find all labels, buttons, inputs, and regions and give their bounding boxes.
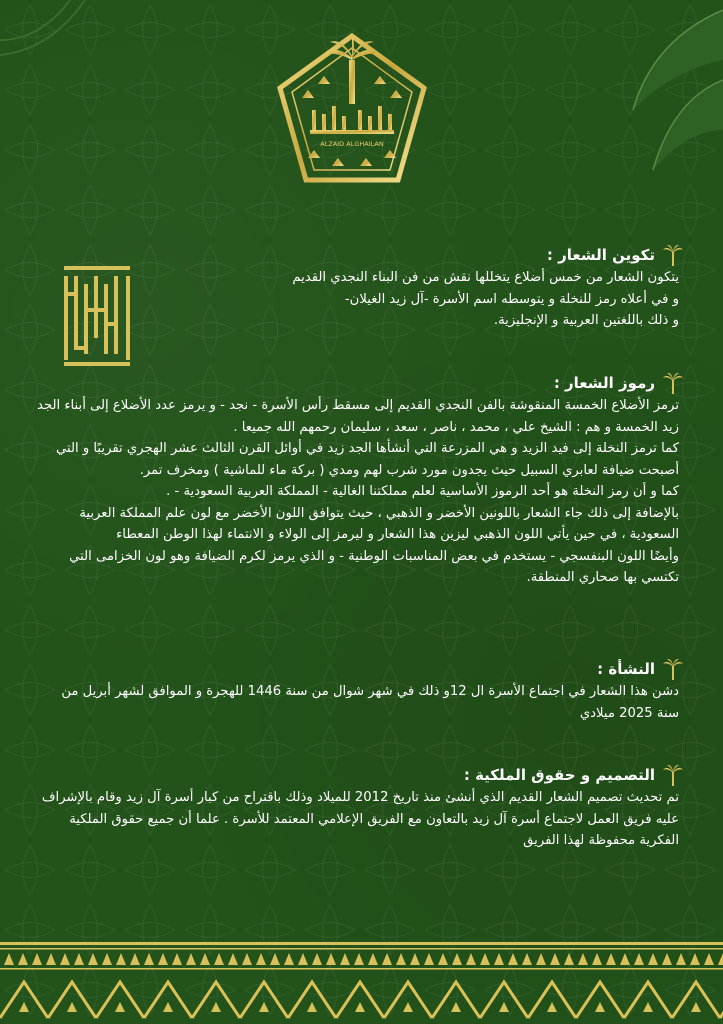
footer-small-triangle [67, 1002, 77, 1012]
footer-triangle [662, 953, 672, 965]
footer-small-triangle [451, 1002, 461, 1012]
footer-chevron [528, 982, 576, 1018]
footer-chevron [96, 982, 144, 1018]
family-logo [272, 30, 432, 190]
footer-small-triangle [211, 1002, 221, 1012]
footer-chevron [288, 982, 336, 1018]
footer-triangle [144, 953, 154, 965]
footer-triangle [158, 953, 168, 965]
footer-chevron [192, 982, 240, 1018]
footer-triangle [4, 953, 14, 965]
footer-triangle [46, 953, 56, 965]
footer-triangle [676, 953, 686, 965]
section-origin [37, 658, 683, 724]
footer-triangle [592, 953, 602, 965]
paragraph: بالإضافة إلى ذلك جاء الشعار باللونين الأخضر و الذهبي ، حيث يتوافق اللون الأخضر مع لون علم المملكة العربية السعودية ، في حين يأتي اللون الذهبي ليزين هذا الشعار و ليرمز إلى الولاء و الانتماء لهذا الوطن المعطاء [79, 505, 679, 542]
paragraph: ترمز الأضلاع الخمسة المنقوشة بالفن النجدي القديم إلى مسقط رأس الأسرة - نجد - و يرمز عدد الأضلاع إلى أبناء الجد زيد الخمسة و هم : الشيخ علي ، محمد ، ناصر ، سعد ، سليمان رحمهم الله جميعا . [37, 398, 679, 435]
footer-triangle [564, 953, 574, 965]
footer-triangle [88, 953, 98, 965]
section-heading: التصميم و حقوق الملكية : [463, 766, 655, 784]
footer-triangle [200, 953, 210, 965]
footer-triangle [312, 953, 322, 965]
footer-chevron [336, 982, 384, 1018]
footer-triangle [438, 953, 448, 965]
paragraph: و في أعلاه رمز للنخلة و يتوسطه اسم الأسرة -آل زيد الغيلان- [344, 291, 679, 307]
paragraph: دشن هذا الشعار في اجتماع الأسرة ال 12و ذلك في شهر شوال من سنة 1446 للهجرة و الموافق لشهر أبريل من سنة 2025 ميلادي [61, 684, 679, 721]
footer-triangle [536, 953, 546, 965]
footer-triangle [368, 953, 378, 965]
footer-triangle [480, 953, 490, 965]
footer-triangle [508, 953, 518, 965]
palm-icon [663, 764, 683, 786]
footer-small-triangle [403, 1002, 413, 1012]
footer-triangle [704, 953, 714, 965]
footer-small-triangle [163, 1002, 173, 1012]
footer-triangle [382, 953, 392, 965]
footer-triangle [102, 953, 112, 965]
footer-najdi-pattern [0, 942, 723, 1024]
footer-chevron [624, 982, 672, 1018]
paragraph: يتكون الشعار من خمس أضلاع يتخللها نقش من فن البناء النجدي القديم [292, 270, 679, 285]
footer-triangle [690, 953, 700, 965]
section-logo-composition [203, 244, 683, 332]
footer-small-triangle [547, 1002, 557, 1012]
section-heading: رموز الشعار : [553, 374, 655, 392]
footer-small-triangle [259, 1002, 269, 1012]
corner-palm-leaves-top-right [613, 0, 723, 200]
footer-triangle [116, 953, 126, 965]
footer-triangle [186, 953, 196, 965]
footer-chevron [432, 982, 480, 1018]
footer-triangle [172, 953, 182, 965]
footer-triangle [270, 953, 280, 965]
footer-triangle [60, 953, 70, 965]
paragraph: تم تحديث تصميم الشعار القديم الذي أنشئ منذ تاريخ 2012 للميلاد وذلك باقتراح من كبار أسرة آل زيد وقام بالإشراف عليه فريق العمل لاجتماع أسرة آل زيد بالتعاون مع الفريق الإعلامي المعتمد للأسرة . علما أن جميع حقوق الملكية الفكرية محفوظة لهذا الفريق [41, 790, 679, 848]
paragraph: وأيضًا اللون البنفسجي - يستخدم في بعض المناسبات الوطنية - و الذي يرمز لكرم الضيافة وهو لون الخزامى التي تكتسي بها صحاري المنطقة. [69, 548, 679, 585]
footer-chevron [0, 982, 48, 1018]
footer-chevron [480, 982, 528, 1018]
logo-english-name: ALZAID ALGHAILAN [320, 140, 384, 148]
footer-triangle [578, 953, 588, 965]
footer-small-triangle [19, 1002, 29, 1012]
footer-small-triangle [643, 1002, 653, 1012]
section-heading: تكوين الشعار : [546, 246, 655, 264]
footer-triangle [550, 953, 560, 965]
footer-triangle [242, 953, 252, 965]
footer-small-triangle [499, 1002, 509, 1012]
footer-triangle [466, 953, 476, 965]
footer-small-triangle [115, 1002, 125, 1012]
footer-triangle [354, 953, 364, 965]
palm-icon [663, 372, 683, 394]
footer-small-triangle [595, 1002, 605, 1012]
footer-triangle [452, 953, 462, 965]
section-design-rights [37, 764, 683, 852]
footer-chevron [576, 982, 624, 1018]
footer-small-triangle [691, 1002, 701, 1012]
footer-chevron [48, 982, 96, 1018]
footer-triangle [522, 953, 532, 965]
paragraph: كما ترمز النخلة إلى فيد الزيد و هي المزرعة التي أنشأها الجد زيد في أوائل القرن الثالث عشر الهجري تقريبًا و التي أصبحت ضيافة لعابري السبيل حيث يجدون مورد شرب لهم ومدي ( بركة ماء للماشية ) ومخرف تمر. [56, 441, 679, 478]
footer-triangle [74, 953, 84, 965]
footer-triangle [214, 953, 224, 965]
palm-icon [663, 244, 683, 266]
footer-small-triangle [307, 1002, 317, 1012]
footer-triangle [18, 953, 28, 965]
section-heading: النشأة : [597, 660, 655, 678]
footer-triangle [648, 953, 658, 965]
footer-triangle [606, 953, 616, 965]
footer-triangle [494, 953, 504, 965]
footer-triangle [228, 953, 238, 965]
footer-triangle [634, 953, 644, 965]
paragraph: كما و أن رمز النخلة هو أحد الرموز الأساسية لعلم مملكتنا الغالية - المملكة العربية السعودية - . [166, 484, 679, 499]
footer-chevron [240, 982, 288, 1018]
footer-chevron [384, 982, 432, 1018]
footer-triangle [32, 953, 42, 965]
footer-triangle [620, 953, 630, 965]
corner-ornament-top-left [0, 0, 90, 60]
footer-triangle [130, 953, 140, 965]
footer-small-triangle [355, 1002, 365, 1012]
footer-triangle [298, 953, 308, 965]
footer-triangle [340, 953, 350, 965]
basmala-calligraphy [58, 262, 136, 370]
footer-triangle [326, 953, 336, 965]
section-logo-symbols [37, 372, 683, 589]
footer-triangle [256, 953, 266, 965]
footer-chevron [144, 982, 192, 1018]
footer-triangle [410, 953, 420, 965]
footer-triangle [718, 953, 723, 965]
palm-icon [663, 658, 683, 680]
footer-chevron [672, 982, 720, 1018]
footer-triangle [396, 953, 406, 965]
paragraph: و ذلك باللغتين العربية و الإنجليزية. [493, 313, 679, 328]
footer-triangle [424, 953, 434, 965]
footer-triangle [284, 953, 294, 965]
